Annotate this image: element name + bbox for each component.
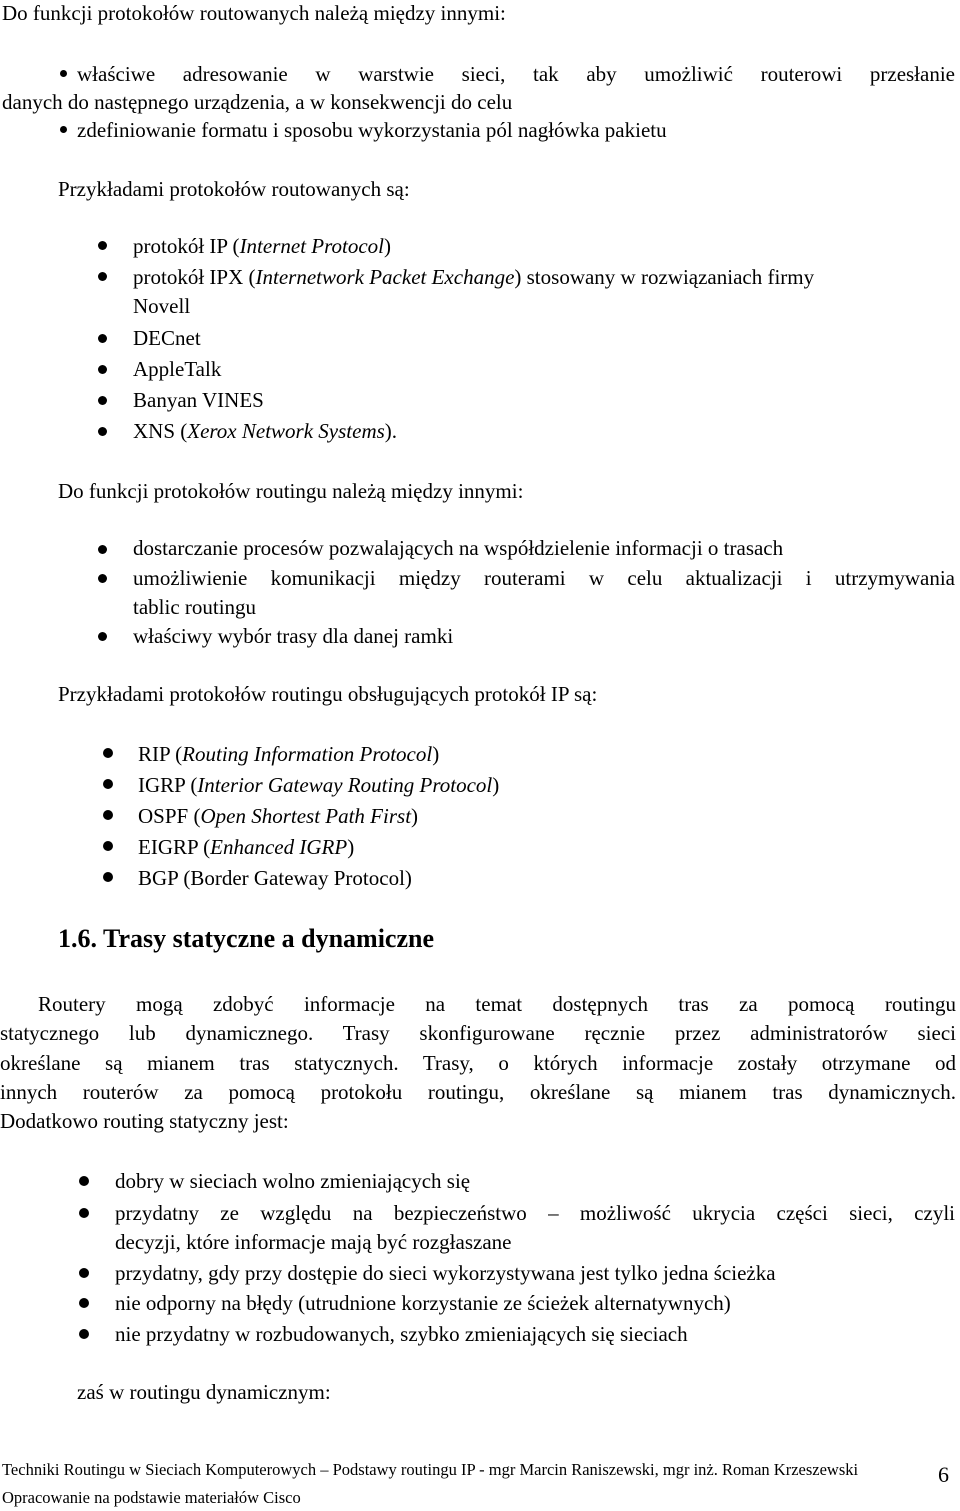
- section-heading: 1.6. Trasy statyczne a dynamiczne: [58, 924, 434, 953]
- section5-item-3: przydatny, gdy przy dostępie do sieci wykorzystywana jest tylko jedna ścieżka: [115, 1261, 776, 1285]
- bullet-icon: [103, 779, 113, 789]
- outro-text: zaś w routingu dynamicznym:: [77, 1380, 331, 1404]
- bullet-icon: [79, 1176, 89, 1186]
- footer-line-2: Opracowanie na podstawie materiałów Cisco: [2, 1488, 301, 1507]
- bullet-icon: [103, 872, 113, 882]
- section1-item-2: zdefiniowanie formatu i sposobu wykorzystania pól nagłówka pakietu: [77, 118, 667, 142]
- bullet-icon: [79, 1268, 89, 1278]
- section4-item-rip: RIP (Routing Information Protocol): [138, 742, 440, 766]
- paragraph-line-4: innych routerów za pomocą protokołu routingu, określane są mianem tras dynamicznych.: [0, 1079, 956, 1104]
- bullet-icon: [60, 70, 67, 77]
- section2-item-ip: protokół IP (Internet Protocol): [133, 234, 391, 258]
- section3-item-1: dostarczanie procesów pozwalających na współdzielenie informacji o trasach: [133, 536, 784, 560]
- section4-item-bgp: BGP (Border Gateway Protocol): [138, 866, 412, 890]
- section2-item-ipx-cont: Novell: [133, 294, 191, 318]
- bullet-icon: [98, 334, 107, 343]
- bullet-icon: [98, 545, 107, 554]
- section5-item-5: nie przydatny w rozbudowanych, szybko zmieniających się sieciach: [115, 1322, 688, 1346]
- section4-item-eigrp: EIGRP (Enhanced IGRP): [138, 835, 355, 859]
- paragraph-line-1: Routery mogą zdobyć informacje na temat dostępnych tras za pomocą routingu: [38, 992, 956, 1016]
- section3-item-2-cont: tablic routingu: [133, 595, 257, 619]
- section5-item-2: przydatny ze względu na bezpieczeństwo – możliwość ukrycia części sieci, czyli: [115, 1201, 955, 1225]
- bullet-icon: [98, 365, 107, 374]
- bullet-icon: [60, 126, 67, 133]
- body-paragraph: [0, 990, 956, 1136]
- section3-item-3: właściwy wybór trasy dla danej ramki: [133, 624, 454, 648]
- bullet-icon: [79, 1208, 89, 1218]
- section2-intro: Przykładami protokołów routowanych są:: [58, 177, 410, 201]
- section5-item-4: nie odporny na błędy (utrudnione korzystanie ze ścieżek alternatywnych): [115, 1291, 731, 1315]
- section5-item-1: dobry w sieciach wolno zmieniających się: [115, 1169, 471, 1193]
- section2-item-decnet: DECnet: [133, 326, 201, 350]
- section3-item-2: umożliwienie komunikacji między routerami w celu aktualizacji i utrzymywania: [133, 566, 955, 590]
- bullet-icon: [98, 241, 107, 250]
- page-number: 6: [938, 1462, 949, 1487]
- bullet-icon: [103, 841, 113, 851]
- bullet-icon: [98, 272, 107, 281]
- section1-intro: Do funkcji protokołów routowanych należą między innymi:: [2, 1, 506, 25]
- section5-item-2-cont: decyzji, które informacje mają być rozgłaszane: [115, 1230, 512, 1254]
- bullet-icon: [103, 748, 113, 758]
- section4-intro: Przykładami protokołów routingu obsługujących protokół IP są:: [58, 682, 598, 706]
- paragraph-line-5: Dodatkowo routing statyczny jest:: [0, 1109, 289, 1134]
- section2-item-vines: Banyan VINES: [133, 388, 264, 412]
- bullet-icon: [98, 427, 107, 436]
- paragraph-line-2: statycznego lub dynamicznego. Trasy skonfigurowane ręcznie przez administratorów sieci: [0, 1021, 956, 1046]
- bullet-icon: [98, 632, 107, 641]
- bullet-icon: [79, 1329, 89, 1339]
- paragraph-line-3: określane są mianem tras statycznych. Trasy, o których informacje zostały otrzymane od: [0, 1050, 956, 1075]
- bullet-icon: [79, 1298, 89, 1308]
- bullet-icon: [98, 396, 107, 405]
- section4-item-igrp: IGRP (Interior Gateway Routing Protocol): [138, 773, 500, 797]
- section1-item-1: właściwe adresowanie w warstwie sieci, tak aby umożliwić routerowi przesłanie: [77, 62, 955, 86]
- section1-item-1-cont: danych do następnego urządzenia, a w konsekwencji do celu: [2, 90, 513, 114]
- bullet-icon: [98, 574, 107, 583]
- section2-item-xns: XNS (Xerox Network Systems).: [133, 419, 398, 443]
- section2-item-appletalk: AppleTalk: [133, 357, 222, 381]
- section2-item-ipx: protokół IPX (Internetwork Packet Exchange) stosowany w rozwiązaniach firmy: [133, 265, 815, 289]
- section4-item-ospf: OSPF (Open Shortest Path First): [138, 804, 419, 828]
- section3-intro: Do funkcji protokołów routingu należą między innymi:: [58, 479, 524, 503]
- footer-line-1: Techniki Routingu w Sieciach Komputerowych – Podstawy routingu IP - mgr Marcin Raniszewski, mgr inż. Roman Krzeszewski: [2, 1460, 859, 1479]
- bullet-icon: [103, 810, 113, 820]
